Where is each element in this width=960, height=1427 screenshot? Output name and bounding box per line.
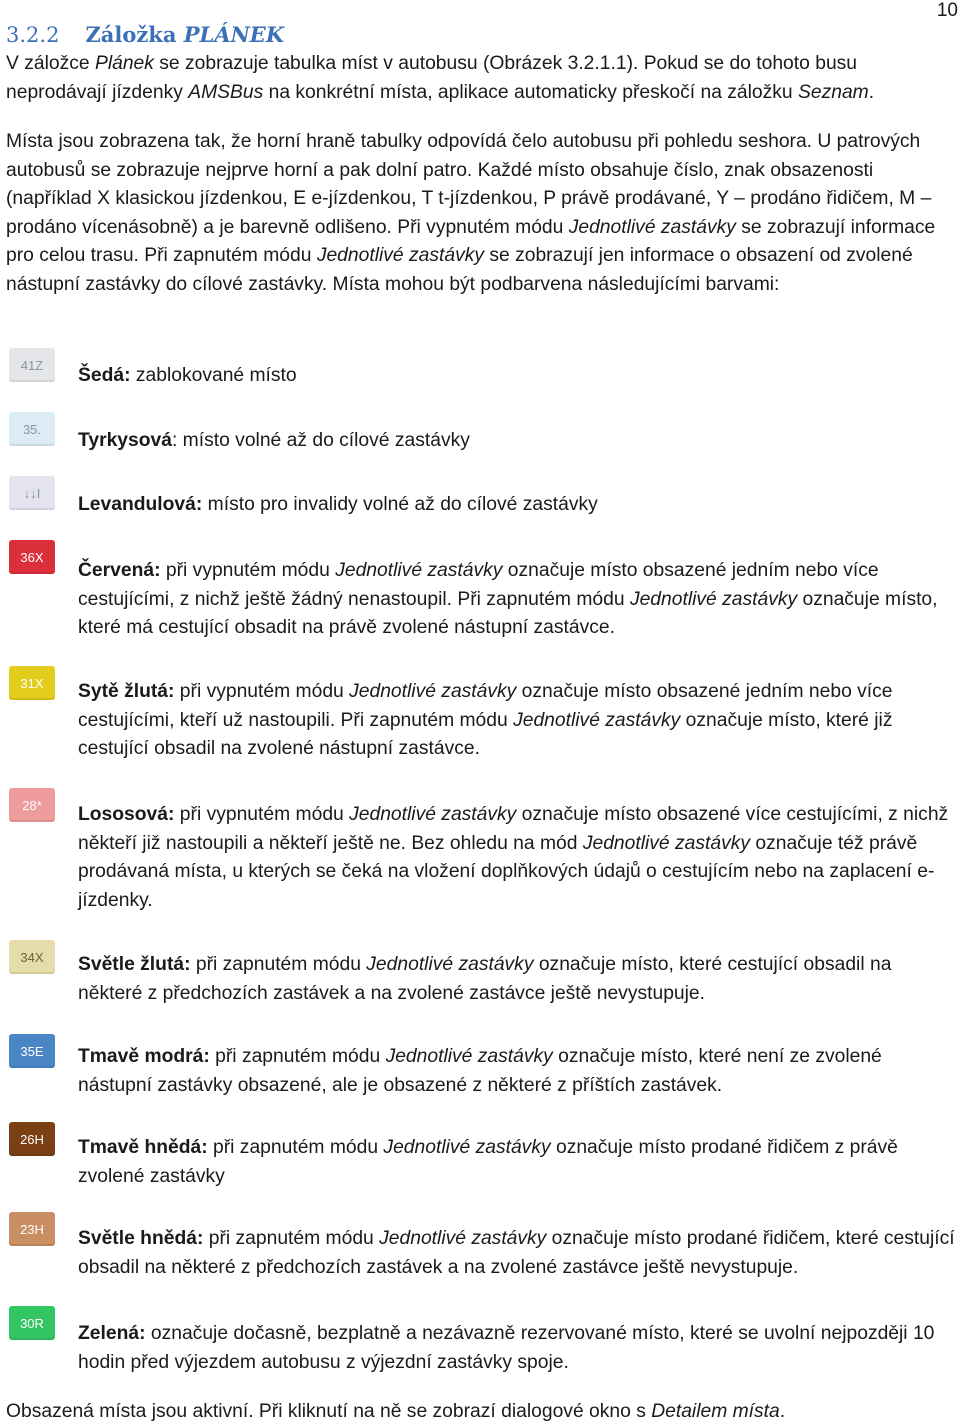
text-italic: Jednotlivé zastávky [513, 709, 681, 731]
legend-label: Tyrkysová [78, 430, 172, 451]
text: na konkrétní místa, aplikace automaticky přeskočí na záložku [263, 81, 799, 103]
section-title-name: PLÁNEK [183, 22, 285, 47]
intro-paragraph [6, 50, 956, 107]
text-italic: Jednotlivé zastávky [385, 1046, 553, 1067]
legend-swatch-grey: 41Z [9, 348, 55, 382]
legend-label: Zelená: [78, 1323, 146, 1344]
text: označuje též právě prodávaná místa, u kterých se čeká na vložení doplňkových údajů o cestujícím nebo na zaplacení e-jízdenky. [78, 832, 935, 911]
text: se zobrazují jen informace o obsazení od zvolené nástupní zastávky do cílové zastávky. Místa mohou být podbarvena následujícími barvami: [6, 245, 913, 295]
text-italic: Jednotlivé zastávky [582, 832, 751, 854]
text: označuje dočasně, bezplatně a nezávazně rezervované místo, které se uvolní nejpozději 10 hodin před výjezdem autobusu z výjezdní zastávky spoje. [78, 1323, 935, 1373]
legend-text-turquoise [78, 427, 956, 456]
text: se zobrazují informace pro celou trasu. Při zapnutém módu [6, 216, 936, 266]
legend-text-dark-brown [78, 1134, 956, 1191]
description-paragraph [6, 128, 956, 299]
legend-text-grey [78, 362, 956, 391]
text-italic: Jednotlivé zastávky [316, 245, 484, 266]
text-italic: Detailem místa [651, 1401, 780, 1422]
text: při vypnutém módu [160, 560, 336, 581]
legend-label: Červená: [78, 560, 161, 581]
page-number: 10 [936, 0, 958, 21]
legend-label: Světle hnědá: [78, 1228, 204, 1249]
section-heading [6, 22, 284, 47]
legend-text-red [78, 557, 956, 643]
text-italic: Seznam [798, 81, 869, 103]
legend-label: Lososová: [78, 804, 175, 825]
text: označuje místo obsazené jedním nebo více cestujícími, kteří už nastoupili. Při zapnutém módu [78, 681, 893, 731]
text: zablokované místo [130, 365, 297, 386]
text-italic: Jednotlivé zastávky [349, 804, 517, 825]
legend-swatch-lavender: ↓↓I [9, 476, 55, 510]
legend-label: Tmavě hnědá: [78, 1137, 208, 1158]
legend-swatch-light-brown: 23H [9, 1212, 55, 1246]
text: označuje místo, které není ze zvolené nástupní zastávky obsazené, ale je obsazené z některé z příštích zastávek. [78, 1046, 882, 1096]
text: označuje místo prodané řidičem z právě zvolené zastávky [78, 1137, 898, 1187]
text: označuje místo, které cestující obsadil na některé z předchozích zastávek a na zvolené zastávce ještě nevystupuje. [78, 954, 892, 1004]
legend-text-salmon [78, 801, 956, 915]
text: při vypnutém módu [174, 681, 350, 702]
text-italic: Jednotlivé zastávky [383, 1137, 551, 1158]
text: při zapnutém módu [203, 1228, 380, 1249]
text: označuje místo obsazené více cestujícími, z nichž někteří již nastoupili a někteří ještě ne. Bez ohledu na mód [78, 804, 949, 854]
legend-swatch-dark-brown: 26H [9, 1122, 55, 1156]
text-italic: Jednotlivé zastávky [366, 954, 534, 975]
section-number: 3.2.2 [6, 23, 60, 47]
text: Místa jsou zobrazena tak, že horní hraně tabulky odpovídá čelo autobusu při pohledu seshora. U patrových autobusů se zobrazuje nejprve horní a pak dolní patro. Každé místo obsahuje číslo, znak obsazenosti (například X klasickou jízdenkou, E e-jízdenkou, T t-jízdenkou, P právě prodávané, Y – prodáno řidičem, M – prodáno vícenásobně) a je barevně odlišeno. Při vypnutém módu [6, 131, 932, 238]
legend-swatch-red: 36X [9, 540, 55, 574]
text: místo pro invalidy volné až do cílové zastávky [202, 494, 598, 515]
closing-paragraph [6, 1398, 956, 1427]
text: při zapnutém módu [190, 954, 367, 975]
text: V záložce [6, 53, 95, 74]
legend-swatch-salmon: 28* [9, 788, 55, 822]
legend-swatch-green: 30R [9, 1306, 55, 1340]
legend-text-light-brown [78, 1225, 956, 1282]
legend-label: Levandulová: [78, 494, 203, 515]
text: označuje místo, které již cestující obsadil na zvolené nástupní zastávce. [78, 709, 893, 760]
text: označuje místo prodané řidičem, které cestující obsadil na některé z předchozích zastávek a na zvolené zastávce ještě nevystupuje. [78, 1228, 955, 1278]
text: se zobrazuje tabulka míst v autobusu (Obrázek 3.2.1.1). Pokud se do tohoto busu neprodávají jízdenky [6, 53, 858, 103]
legend-label: Sytě žlutá: [78, 681, 175, 702]
text-italic: Jednotlivé zastávky [568, 216, 736, 238]
text-italic: Jednotlivé zastávky [629, 588, 798, 610]
legend-text-dark-blue [78, 1043, 956, 1100]
text: . [868, 81, 875, 103]
legend-text-green [78, 1320, 956, 1377]
text: : místo volné až do cílové zastávky [171, 430, 470, 451]
legend-swatch-light-yellow: 34X [9, 940, 55, 974]
legend-swatch-deep-yellow: 31X [9, 666, 55, 700]
text: při vypnutém módu [174, 804, 350, 825]
legend-text-light-yellow [78, 951, 956, 1008]
legend-text-lavender [78, 491, 956, 520]
text: při zapnutém módu [209, 1046, 386, 1067]
text: . [779, 1401, 786, 1422]
text-italic: Plánek [94, 53, 154, 74]
text: označuje místo, které má cestující obsadit na právě zvolené nástupní zastávce. [78, 588, 938, 639]
text: označuje místo obsazené jedním nebo více cestujícími, z nichž ještě žádný nenastoupil. Při zapnutém módu [78, 560, 879, 610]
legend-label: Tmavě modrá: [78, 1046, 210, 1067]
legend-swatch-dark-blue: 35E [9, 1034, 55, 1068]
legend-label: Světle žlutá: [78, 954, 191, 975]
text: při zapnutém módu [207, 1137, 384, 1158]
text-italic: Jednotlivé zastávky [335, 560, 503, 581]
section-title-prefix: Záložka [85, 22, 184, 47]
legend-text-deep-yellow [78, 678, 956, 764]
text: Obsazená místa jsou aktivní. Při kliknutí na ně se zobrazí dialogové okno s [6, 1401, 652, 1422]
text-italic: AMSBus [188, 81, 264, 103]
legend-label: Šedá: [78, 365, 131, 386]
text-italic: Jednotlivé zastávky [379, 1228, 547, 1249]
legend-swatch-turquoise: 35. [9, 412, 55, 446]
text-italic: Jednotlivé zastávky [349, 681, 517, 702]
